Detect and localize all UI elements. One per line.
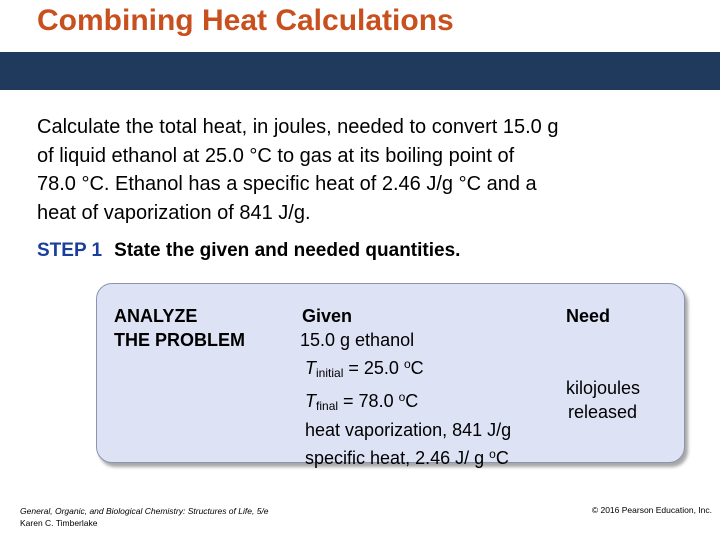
title-band xyxy=(0,52,720,90)
problem-line: heat of vaporization of 841 J/g. xyxy=(37,201,311,224)
analyze-label xyxy=(114,304,245,352)
step-text: State the given and needed quantities. xyxy=(114,240,461,261)
given-mass: 15.0 g ethanol xyxy=(300,330,415,350)
given-t-initial: $T_{initial} = 25.0$ $^o$C xyxy=(305,357,424,380)
slide-title: Combining Heat Calculations xyxy=(37,4,454,37)
analyze-line: THE PROBLEM xyxy=(114,330,246,350)
analyze-line: ANALYZE xyxy=(114,306,198,326)
given-spec-heat: specific heat, 2.46 J/ g $^o$C xyxy=(305,447,509,468)
need-line: released xyxy=(568,402,638,422)
given-t-final: $T_{final} = 78.0$ $^o$C xyxy=(305,390,419,413)
footer-book: General, Organic, and Biological Chemistry: Structures of Life, 5/e xyxy=(20,506,269,516)
step-heading xyxy=(37,240,460,262)
need-line: kilojoules xyxy=(566,378,641,398)
given-heat-vap: heat vaporization, 841 J/g xyxy=(305,420,512,440)
problem-statement xyxy=(37,113,697,227)
problem-line: of liquid ethanol at 25.0 °C to gas at its boiling point of xyxy=(37,144,515,167)
given-header: Given xyxy=(302,306,353,326)
footer-citation xyxy=(20,505,269,529)
footer-copyright: © 2016 Pearson Education, Inc. xyxy=(591,505,712,515)
footer-author: Karen C. Timberlake xyxy=(20,518,98,528)
step-number: STEP 1 xyxy=(37,240,103,261)
need-answer xyxy=(566,376,640,424)
need-header: Need xyxy=(566,306,611,326)
given-list xyxy=(300,328,511,470)
problem-line: 78.0 °C. Ethanol has a specific heat of 2.46 J/g °C and a xyxy=(37,173,537,195)
problem-line: Calculate the total heat, in joules, needed to convert 15.0 g xyxy=(37,116,559,138)
